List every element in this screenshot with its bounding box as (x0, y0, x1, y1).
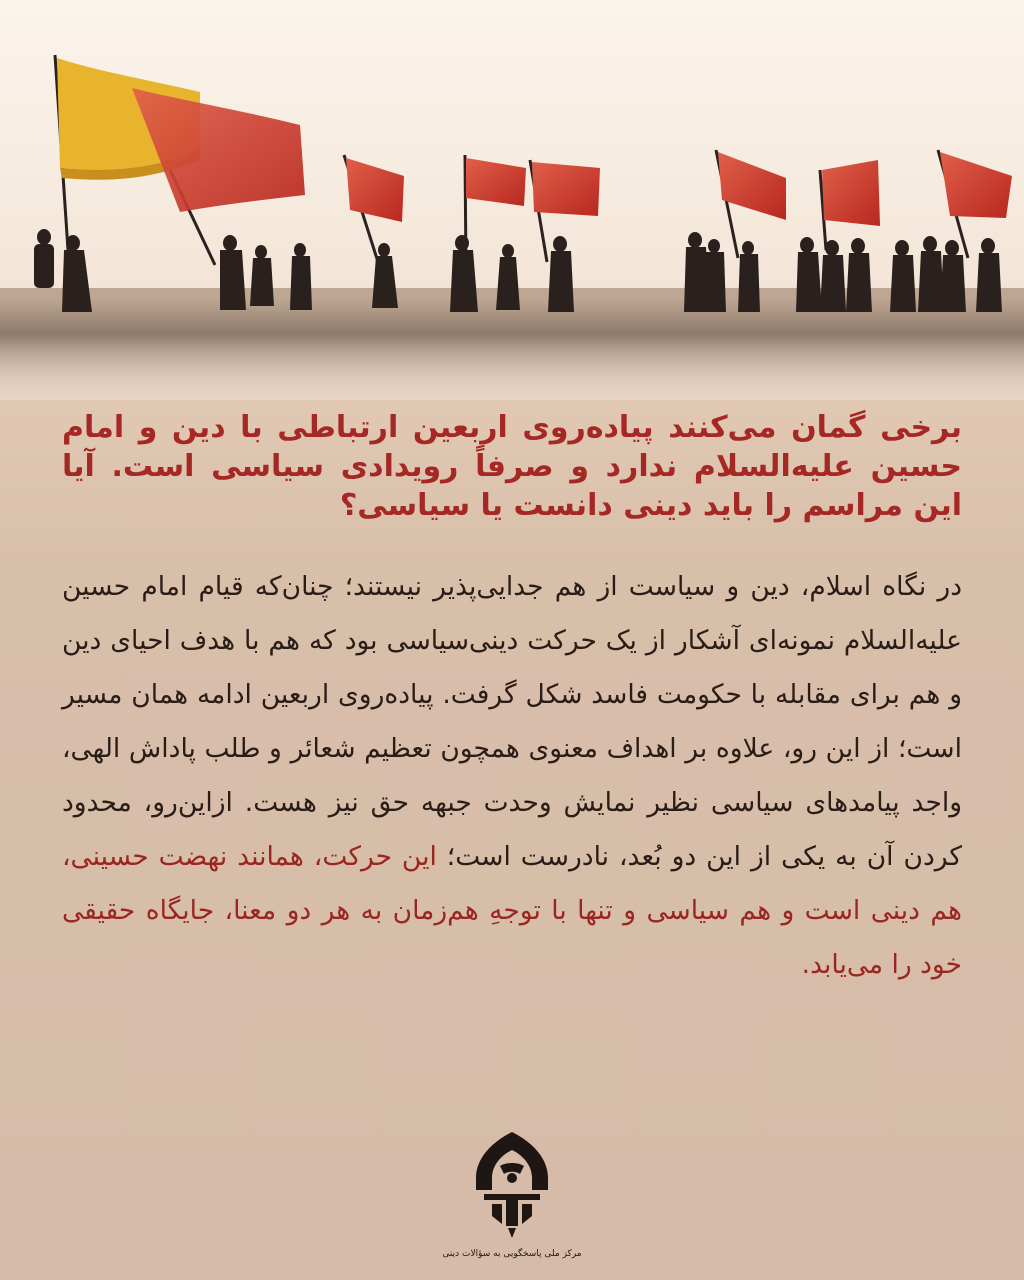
institution-logo (442, 1128, 582, 1263)
logo-caption: مرکز ملی پاسخگویی به سؤالات دینی (442, 1249, 582, 1259)
hero-image-arbaeen-walk (0, 0, 1024, 400)
emblem-icon (442, 1128, 582, 1263)
answer-conclusion-highlight: این حرکت، همانند نهضت حسینی، هم دینی است و هم سیاسی و تنها با توجهِ هم‌زمان به هر دو معنا، جایگاه حقیقی خود را می‌یابد. (62, 841, 962, 980)
answer-text: در نگاه اسلام، دین و سیاست از هم جدایی‌پذیر نیستند؛ چنان‌که قیام امام حسین علیه‌السلام نمونه‌ای آشکار از یک حرکت دینی‌سیاسی بود که هم با هدف احیای دین و هم برای مقابله با حکومت فاسد شکل گرفت. پیاده‌روی اربعین ادامه همان مسیر است؛ از این رو، علاوه بر اهداف معنوی همچون تعظیم شعائر و طلب پاداش الهی، واجد پیامدهای سیاسی نظیر نمایش وحدت جبهه حق نیز هست. ازاین‌رو، محدود کردن آن به یکی از این دو بُعد، نادرست است؛ (62, 571, 962, 872)
answer-paragraph (62, 560, 962, 992)
pilgrims-with-flags-illustration (0, 0, 1024, 400)
question-heading: برخی گمان می‌کنند پیاده‌روی اربعین ارتباطی با دین و امام حسین علیه‌السلام ندارد و صرفاً رویدادی سیاسی است. آیا این مراسم را باید دینی دانست یا سیاسی؟ (62, 410, 962, 523)
